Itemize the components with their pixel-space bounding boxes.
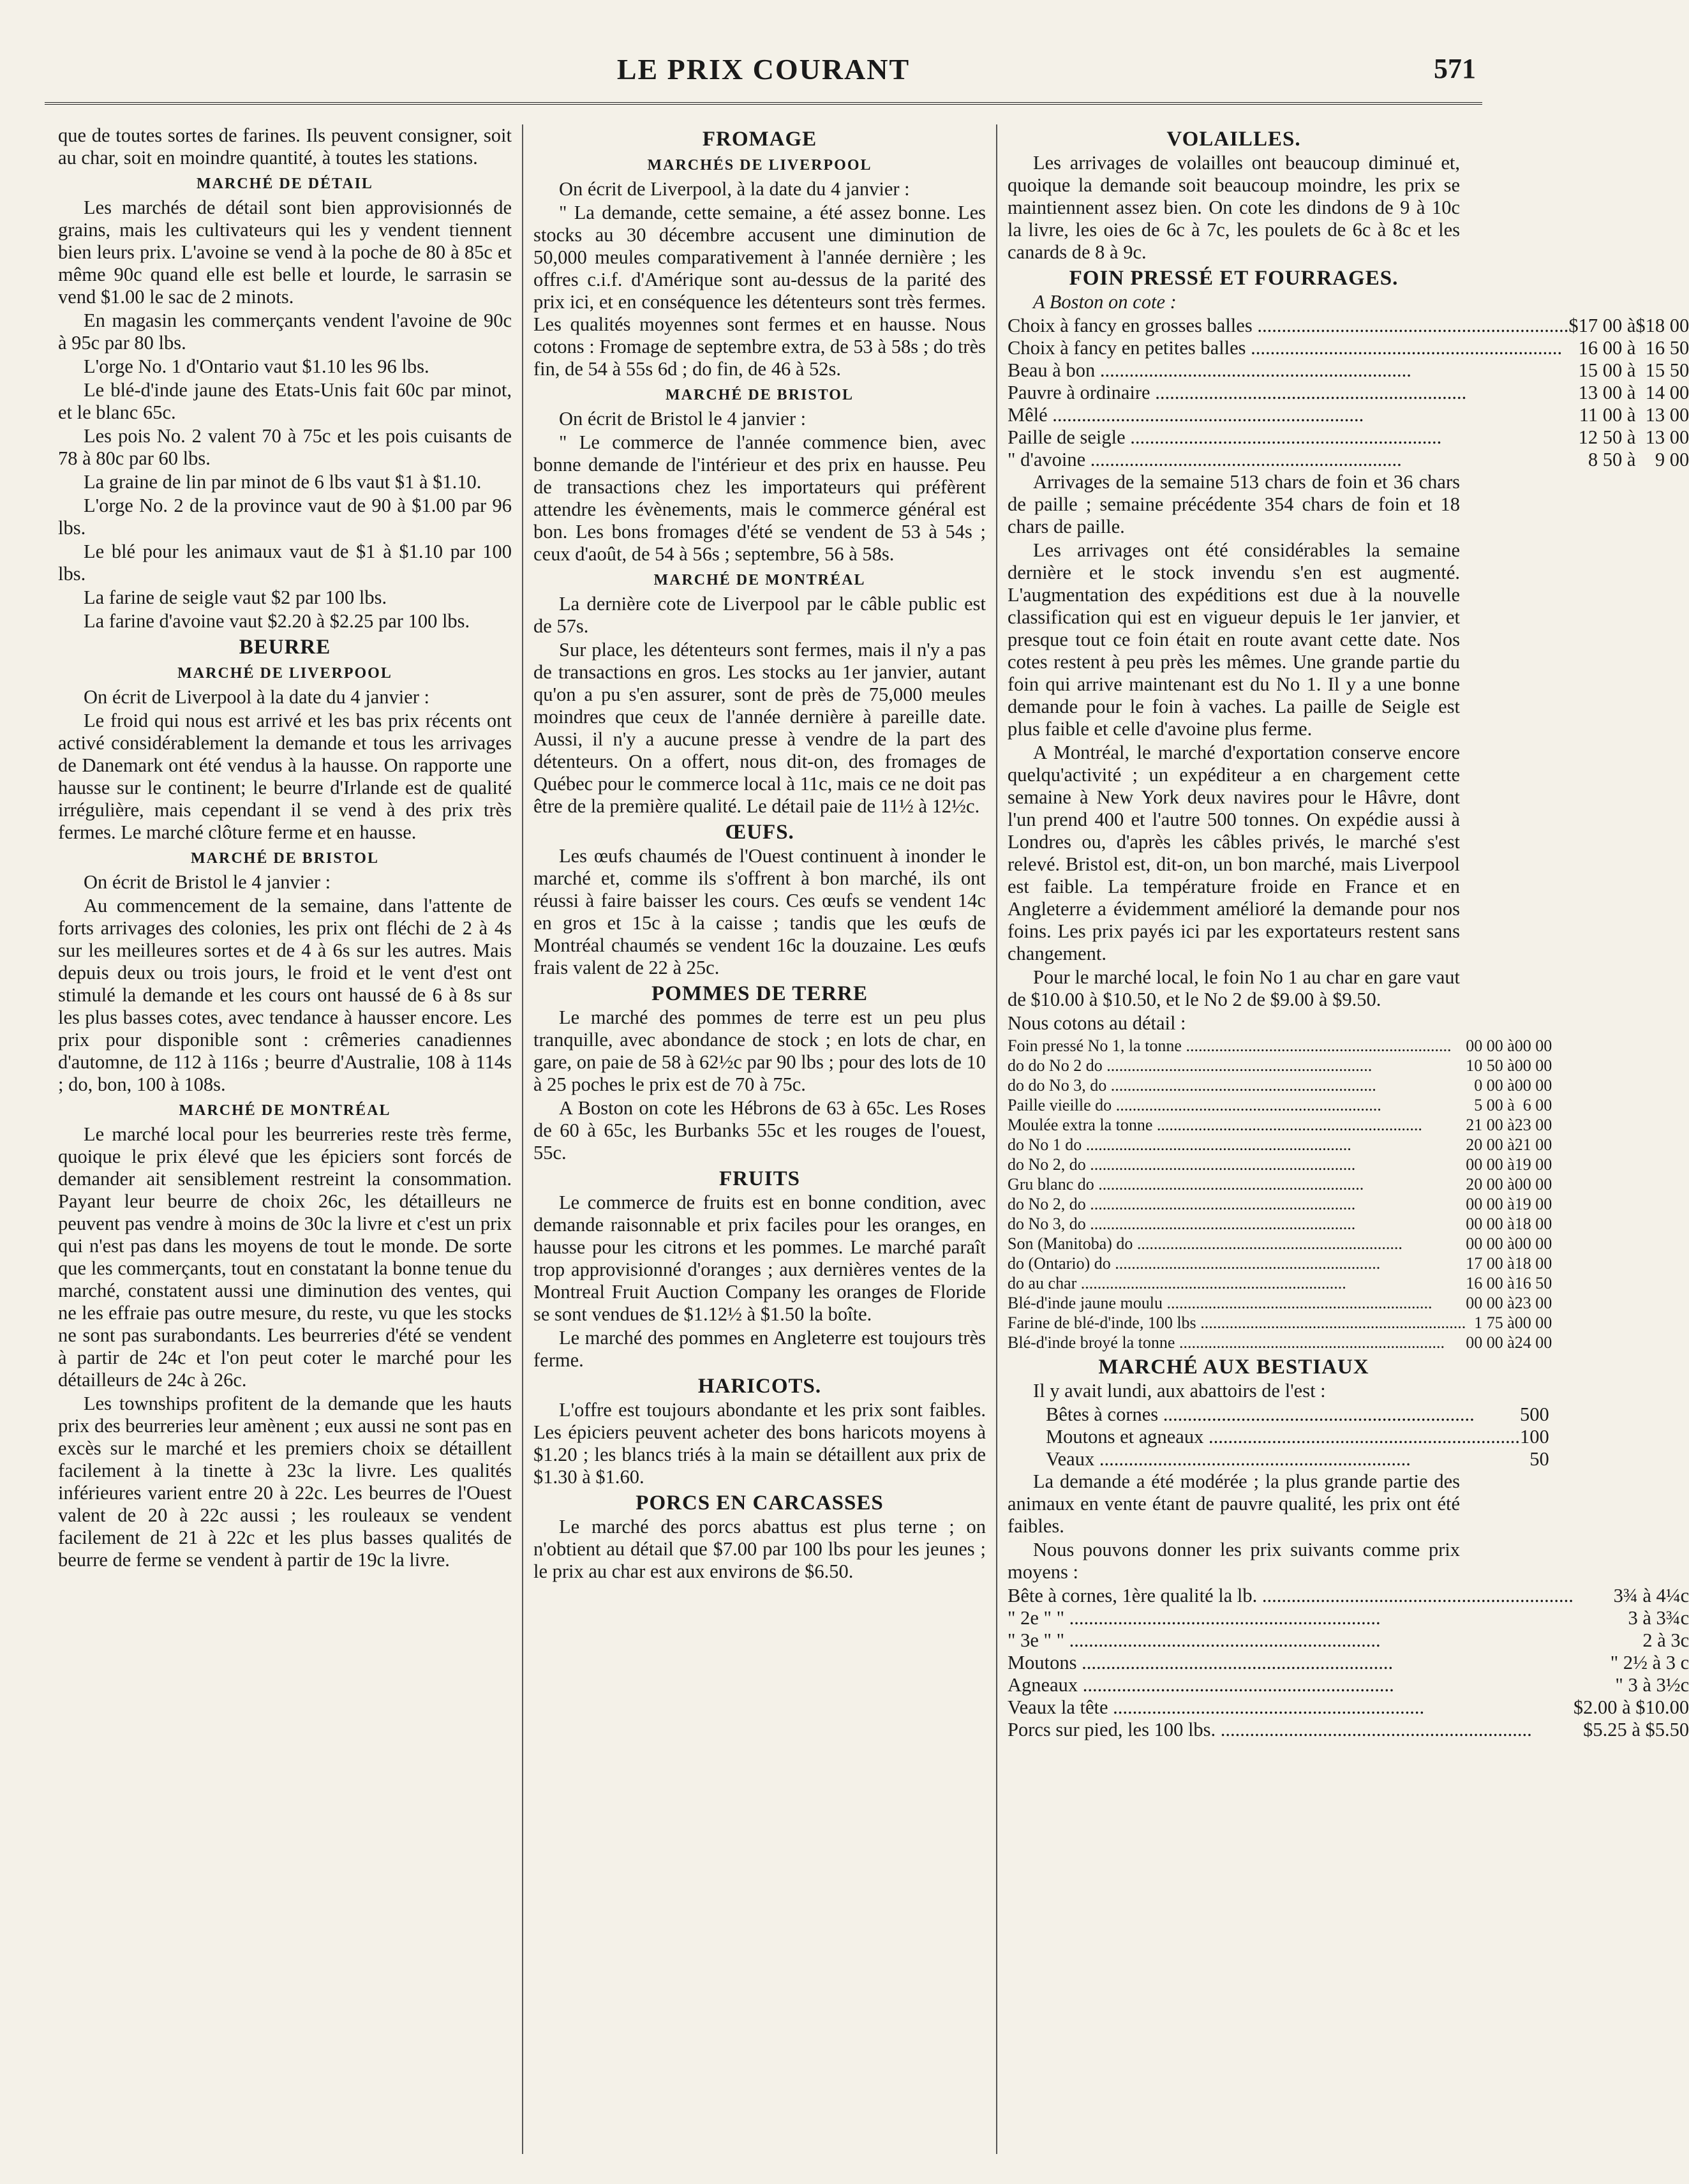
row-value: 9 00 (1655, 449, 1689, 470)
row-label: " 3e " " ..... (1008, 1629, 1381, 1651)
paragraph: Les marchés de détail sont bien approvisionnés de grains, mais les cultivateurs qui les y vendent tiennent bien leurs prix. L'avoine se vend à la poche de 80 à 85c et même 90c quand elle est belle et lourde, le sarrasin se vend $1.00 le sac de 2 minots. (58, 197, 512, 308)
paragraph: Les œufs chaumés de l'Ouest continuent à inonder le marché et, comme ils s'offrent à bon marché, ils ont réussi à faire baisser les cours. Ces œufs se vendent 14c en gros et 15c à la caisse ; tandis que les œufs de Montréal chaumés se vendent 16c la douzaine. Les œufs frais valent de 22 à 25c. (533, 845, 986, 978)
table-row (1008, 337, 1689, 359)
row-label: Paille de seigle ..... (1008, 426, 1441, 448)
paragraph: L'offre est toujours abondante et les prix sont faibles. Les épiciers peuvent acheter des bons haricots moyens à $1.20 ; les blancs triés à la main se détaillent aux prix de $1.30 à $1.60. (533, 1399, 986, 1488)
table-row (1008, 1095, 1552, 1115)
row-label-cell (1008, 1174, 1466, 1194)
row-label: do au char ..... (1008, 1274, 1346, 1292)
section-subheading: MARCHÉ DE DÉTAIL (197, 176, 373, 192)
table-row (1008, 1607, 1689, 1629)
row-value: 23 00 (1514, 1294, 1552, 1312)
row-label: Foin pressé No 1, la tonne ..... (1008, 1036, 1451, 1055)
row-label: Veaux ..... (1046, 1448, 1411, 1470)
paragraph: Le marché des pommes de terre est un peu plus tranquille, avec abondance de stock ; en lots de char, en gare, on paie de 58 à 62½c par 90 lbs ; pour des lots de 10 à 25 poches le prix est de 70 à 75c. (533, 1006, 986, 1095)
section-subheading: MARCHÉ DE BRISTOL (191, 850, 379, 867)
row-label: Beau à bon ..... (1008, 359, 1411, 381)
paragraph: Le marché local pour les beurreries reste très ferme, quoique le prix élevé que les épiciers sont forcés de demander ait sensiblement restreint la consommation. Payant leur beurre de choix 26c, les détailleurs ne peuvent pas vendre à moins de 30c la livre et c'est un prix qui n'est pas dans les moyens de tout le monde. De sorte que les commerçants, tout en constatant la bonne tenue du marché, constatent aussi une diminution des ventes, qui ne les effraie pas outre mesure, du reste, vu que les stocks ne sont pas surabondants. Les beurreries d'été se vendent à partir de 24c et l'on peut coter le marché pour les détailleurs de 24c à 26c. (58, 1123, 512, 1391)
row-label: do No 1 do ..... (1008, 1135, 1351, 1154)
row-label: Paille vieille do ..... (1008, 1096, 1381, 1114)
table-row (1008, 1234, 1552, 1253)
row-label: " 2e " " ..... (1008, 1607, 1381, 1629)
row-value: " 3 à 3½c (1615, 1674, 1689, 1696)
paragraph: La graine de lin par minot de 6 lbs vaut $1 à $1.10. (84, 471, 482, 493)
average-price-table (1008, 1585, 1689, 1741)
row-label: Moutons et agneaux ..... (1046, 1426, 1520, 1447)
row-label-cell (1008, 337, 1568, 359)
paragraph: La farine de seigle vaut $2 par 100 lbs. (84, 587, 387, 608)
columns (48, 124, 1689, 2154)
row-label: Son (Manitoba) do ..... (1008, 1234, 1403, 1253)
paragraph: A Montréal, le marché d'exportation conserve encore quelqu'activité ; un expéditeur a en chargement cette semaine à New York deux navires pour le Hâvre, dont l'un prend 400 et l'autre 500 tonnes. On expédie aussi à Londres ou, d'après les câbles privés, le marché s'est relevé. Bristol est, dit-on, un bon marché, mais Liverpool est faible. La température froide en France et en Angleterre a évidemment amélioré la demande pour nos foins. Les prix payés ici par les exportateurs restent sans changement. (1008, 742, 1460, 964)
row-value: 00 00 (1514, 1036, 1552, 1055)
row-value: 18 00 (1514, 1215, 1552, 1233)
row-label-cell (1008, 1674, 1574, 1696)
paragraph: La farine d'avoine vaut $2.20 à $2.25 par 100 lbs. (84, 610, 470, 632)
row-label-cell (1008, 1253, 1466, 1273)
row-value: 15 50 (1645, 359, 1689, 381)
paragraph: Pour le marché local, le foin No 1 au char en gare vaut de $10.00 à $10.50, et le No 2 de $9.00 à $9.50. (1008, 966, 1460, 1010)
paragraph: " La demande, cette semaine, a été assez bonne. Les stocks au 30 décembre accusent une diminution de 50,000 meules comparativement à l'année dernière ; les offres c.i.f. d'Amérique sont au-dessus de la parité des prix ici, et en conséquence les détenteurs sont très fermes. Les qualités moyennes sont fermes et en hausse. Nous cotons : Fromage de septembre extra, de 53 à 58s ; do très fin, de 54 à 55s 6d ; do fin, de 46 à 52s. (533, 202, 986, 380)
row-label: do do No 2 do ..... (1008, 1056, 1372, 1075)
paragraph: " Le commerce de l'année commence bien, avec bonne demande de l'intérieur et des prix en hausse. Peu de transactions chez les importateurs qui préfèrent attendre les évènements, mais le commerce général est bon. Les bons fromages d'été se vendent de 53 à 54s ; ceux d'août, de 54 à 56s ; septembre, 56 à 58s. (533, 431, 986, 565)
row-value: 00 00 à (1466, 1333, 1515, 1352)
section-heading: PORCS EN CARCASSES (636, 1492, 884, 1515)
paragraph: Nous cotons au détail : (1008, 1012, 1186, 1034)
row-value: 14 00 (1645, 382, 1689, 403)
row-label-cell (1008, 1629, 1574, 1652)
row-value: 2 à 3c (1642, 1629, 1689, 1651)
row-label-cell (1008, 1313, 1466, 1333)
paragraph: Nous pouvons donner les prix suivants comme prix moyens : (1008, 1539, 1460, 1583)
row-label-cell (1008, 1056, 1466, 1075)
row-label: do No 2, do ..... (1008, 1155, 1355, 1174)
row-label: Bête à cornes, 1ère qualité la lb. ..... (1008, 1585, 1574, 1606)
row-label-cell (1008, 449, 1568, 471)
row-label: Blé-d'inde jaune moulu ..... (1008, 1294, 1432, 1312)
row-label-cell (1008, 359, 1568, 382)
paragraph: Arrivages de la semaine 513 chars de foin et 36 chars de paille ; semaine précédente 354 chars de foin et 18 chars de paille. (1008, 471, 1460, 537)
row-label-cell (1008, 315, 1568, 337)
row-label-cell (1008, 1607, 1574, 1629)
paragraph: Il y avait lundi, aux abattoirs de l'est : (1033, 1380, 1326, 1402)
page-header (45, 45, 1482, 105)
table-row (1008, 1135, 1552, 1155)
row-label: Blé-d'inde broyé la tonne ..... (1008, 1333, 1445, 1352)
row-value: 00 00 (1514, 1076, 1552, 1095)
row-label-cell (1008, 1333, 1466, 1352)
table-row (1008, 1696, 1689, 1719)
table-row (1008, 404, 1689, 426)
row-label: Mêlé ..... (1008, 404, 1364, 426)
row-value: 00 00 à (1466, 1195, 1515, 1213)
table-row (1008, 1056, 1552, 1075)
row-label: Farine de blé-d'inde, 100 lbs ..... (1008, 1313, 1466, 1332)
table-row (1008, 315, 1689, 337)
row-value: 18 00 (1514, 1254, 1552, 1273)
table-row (1008, 449, 1689, 471)
row-value: 15 00 à (1578, 359, 1636, 381)
row-value: 00 00 à (1466, 1234, 1515, 1253)
row-value: 13 00 (1645, 404, 1689, 426)
row-label: " d'avoine ..... (1008, 449, 1402, 470)
detail-price-table (1008, 1036, 1552, 1352)
row-label-cell (1008, 1115, 1466, 1135)
row-label: Veaux la tête ..... (1008, 1696, 1424, 1718)
row-label: Agneaux ..... (1008, 1674, 1394, 1696)
paragraph: Les pois No. 2 valent 70 à 75c et les pois cuisants de 78 à 80c par 60 lbs. (58, 425, 512, 469)
table-row (1008, 1333, 1552, 1352)
paragraph: On écrit de Liverpool à la date du 4 janvier : (84, 686, 430, 708)
row-value: 00 00 à (1466, 1155, 1515, 1174)
table-row (1008, 1719, 1689, 1741)
row-value: 3¾ à 4¼c (1613, 1585, 1689, 1606)
row-label-cell (1046, 1403, 1520, 1426)
table-row (1008, 1629, 1689, 1652)
row-value: 0 00 à (1474, 1076, 1515, 1095)
section-subheading: MARCHÉ DE LIVERPOOL (177, 665, 392, 682)
table-row (1008, 1253, 1552, 1273)
row-label: do No 3, do ..... (1008, 1215, 1355, 1233)
row-label: do (Ontario) do ..... (1008, 1254, 1380, 1273)
row-label: Porcs sur pied, les 100 lbs. ..... (1008, 1719, 1532, 1740)
row-value: 00 00 (1514, 1175, 1552, 1193)
column-2 (522, 124, 996, 2154)
row-label-cell (1008, 1095, 1466, 1115)
paragraph: Le marché des pommes en Angleterre est toujours très ferme. (533, 1327, 986, 1371)
row-label-cell (1008, 426, 1568, 449)
row-label-cell (1008, 1273, 1466, 1293)
paragraph: Le commerce de fruits est en bonne condition, avec demande raisonnable et prix faciles pour les oranges, en hausse pour les citrons et les pommes. Le marché paraît trop approvisionné d'oranges ; aux dernières ventes de la Montreal Fruit Auction Company les oranges de Floride se sont vendues de $1.12½ à $1.50 la boîte. (533, 1192, 986, 1325)
paragraph: Le froid qui nous est arrivé et les bas prix récents ont activé considérablement la demande et tous les arrivages de Danemark ont été vendus à la hausse. On rapporte une hausse sur le continent; le beurre d'Irlande est de qualité irrégulière, mais cependant il se vend à des prix très fermes. Le marché clôture ferme et en hausse. (58, 710, 512, 843)
paragraph: que de toutes sortes de farines. Ils peuvent consigner, soit au char, soit en moindre quantité, à toutes les stations. (58, 124, 512, 168)
row-value: 00 00 (1514, 1056, 1552, 1075)
row-value: 1 75 à (1474, 1313, 1515, 1332)
paragraph: Au commencement de la semaine, dans l'attente de forts arrivages des colonies, les prix ont fléchi de 2 à 4s sur les meilleures sortes et de 4 à 6s sur les autres. Mais depuis deux ou trois jours, le froid et le vent d'est ont stimulé la demande et les cours ont haussé de 6 à 8s sur les plus basses cotes, avec tendance à hausser encore. Les prix pour disponible sont : crêmeries canadiennes d'automne, de 112 à 116s ; beurre d'Australie, 108 à 114s ; do, bon, 100 à 108s. (58, 895, 512, 1095)
table-row (1008, 426, 1689, 449)
paragraph: La dernière cote de Liverpool par le câble public est de 57s. (533, 593, 986, 637)
page-title: LE PRIX COURANT (616, 53, 911, 86)
row-label-cell (1046, 1426, 1520, 1448)
table-row (1008, 1214, 1552, 1234)
paragraph: Le blé-d'inde jaune des Etats-Unis fait 60c par minot, et le blanc 65c. (58, 379, 512, 423)
row-value: $2.00 à $10.00 (1573, 1696, 1689, 1718)
column-3 (996, 124, 1689, 2154)
row-value: 19 00 (1514, 1155, 1552, 1174)
row-label-cell (1008, 382, 1568, 404)
table-row (1008, 359, 1689, 382)
section-heading: HARICOTS. (697, 1375, 822, 1398)
table-row (1008, 1674, 1689, 1696)
table-row (1046, 1403, 1549, 1426)
row-value: 17 00 à (1466, 1254, 1515, 1273)
row-label-cell (1008, 1214, 1466, 1234)
paragraph: L'orge No. 1 d'Ontario vaut $1.10 les 96 lbs. (84, 355, 429, 377)
row-value: 24 00 (1514, 1333, 1552, 1352)
paragraph: Sur place, les détenteurs sont fermes, mais il n'y a pas de transactions en gros. Les stocks au 1er janvier, autant qu'on a pu s'en assurer, sont de près de 75,000 meules moindres que ceux de l'année dernière à pareille date. Aussi, il n'y a aucune presse à vendre de la part des détenteurs. On a offert, nous dit-on, des fromages de Québec pour le commerce local à 11c, mais ce ne doit pas être de la première qualité. Le détail paie de 11½ à 12½c. (533, 639, 986, 817)
paragraph: Le blé pour les animaux vaut de $1 à $1.10 par 100 lbs. (58, 541, 512, 585)
row-value: 12 50 à (1578, 426, 1636, 448)
row-label: Moulée extra la tonne ..... (1008, 1116, 1422, 1134)
paragraph: Les arrivages de volailles ont beaucoup diminué et, quoique la demande soit beaucoup moindre, les prix se maintiennent assez bien. On cote les dindons de 9 à 10c la livre, les oies de 6c à 7c, les poulets de 6c à 8c et les canards de 8 à 9c. (1008, 152, 1460, 263)
paragraph: A Boston on cote : (1033, 291, 1177, 313)
section-subheading: MARCHÉS DE LIVERPOOL (647, 157, 872, 174)
row-value: 16 50 (1645, 337, 1689, 359)
row-label: Bêtes à cornes ..... (1046, 1403, 1475, 1425)
page-number: 571 (1434, 53, 1476, 84)
paragraph: La demande a été modérée ; la plus grande partie des animaux en vente étant de pauvre qualité, les prix ont été faibles. (1008, 1470, 1460, 1537)
section-heading: ŒUFS. (725, 821, 794, 844)
paragraph: On écrit de Bristol le 4 janvier : (84, 871, 331, 893)
row-value: 00 00 à (1466, 1294, 1515, 1312)
paragraph: On écrit de Liverpool, à la date du 4 janvier : (559, 178, 910, 200)
row-label-cell (1008, 1155, 1466, 1174)
table-row (1008, 1293, 1552, 1313)
row-label-cell (1008, 1585, 1574, 1607)
row-value: 50 (1529, 1448, 1549, 1470)
row-label: Gru blanc do ..... (1008, 1175, 1364, 1193)
row-value: $18 00 (1635, 315, 1689, 336)
row-label-cell (1008, 1293, 1466, 1313)
paragraph: En magasin les commerçants vendent l'avoine de 90c à 95c par 80 lbs. (58, 310, 512, 354)
row-value: 00 00 (1514, 1313, 1552, 1332)
row-value: 13 00 à (1578, 382, 1636, 403)
table-row (1008, 1194, 1552, 1214)
boston-price-table (1008, 315, 1689, 471)
row-label-cell (1008, 1075, 1466, 1095)
row-label: do No 2, do ..... (1008, 1195, 1355, 1213)
row-value: 16 00 à (1466, 1274, 1515, 1292)
section-heading: FROMAGE (702, 128, 817, 151)
row-label-cell (1008, 1135, 1466, 1155)
abattoirs-table (1046, 1403, 1549, 1470)
section-heading: MARCHÉ AUX BESTIAUX (1098, 1356, 1369, 1379)
table-row (1008, 1174, 1552, 1194)
column-1 (48, 124, 522, 2154)
row-value: $17 00 à (1568, 315, 1636, 336)
section-heading: VOLAILLES. (1166, 128, 1301, 151)
row-value: 23 00 (1514, 1116, 1552, 1134)
row-label: Choix à fancy en grosses balles ..... (1008, 315, 1568, 336)
table-row (1008, 1075, 1552, 1095)
row-value: 00 00 à (1466, 1036, 1515, 1055)
row-value: 16 00 à (1578, 337, 1636, 359)
section-subheading: MARCHÉ DE MONTRÉAL (653, 572, 866, 588)
row-label-cell (1008, 1719, 1574, 1741)
paragraph: Le marché des porcs abattus est plus terne ; on n'obtient au détail que $7.00 par 100 lbs pour les jeunes ; le prix au char est aux environs de $6.50. (533, 1516, 986, 1582)
section-heading: FOIN PRESSÉ ET FOURRAGES. (1069, 267, 1399, 290)
row-label: Moutons ..... (1008, 1652, 1393, 1673)
paragraph: L'orge No. 2 de la province vaut de 90 à $1.00 par 96 lbs. (58, 495, 512, 539)
row-value: 13 00 (1645, 426, 1689, 448)
table-row (1008, 382, 1689, 404)
row-label: do do No 3, do ..... (1008, 1076, 1376, 1095)
paragraph: Les townships profitent de la demande que les hauts prix des beurreries leur amènent ; eux aussi ne sont pas en excès sur le marché et les premiers choix se détaillent facilement à la tinette à 23c la livre. Les qualités inférieures varient entre 20 à 22c. Les beurres de l'Ouest valent de 20 à 22c aussi ; les rouleaux se vendent facilement de 21 à 22c et les plus basses qualités de beurre de ferme se vendent à partir de 19c la livre. (58, 1393, 512, 1571)
row-value: 6 00 (1522, 1096, 1552, 1114)
section-heading: BEURRE (239, 636, 331, 659)
row-label-cell (1008, 1036, 1466, 1056)
table-row (1008, 1155, 1552, 1174)
row-label-cell (1046, 1448, 1520, 1470)
table-row (1008, 1115, 1552, 1135)
section-heading: FRUITS (718, 1167, 801, 1190)
section-subheading: MARCHÉ DE BRISTOL (666, 387, 854, 403)
section-subheading: MARCHÉ DE MONTRÉAL (179, 1102, 391, 1119)
row-value: 00 00 (1514, 1234, 1552, 1253)
paragraph: On écrit de Bristol le 4 janvier : (559, 408, 807, 430)
row-label: Pauvre à ordinaire ..... (1008, 382, 1466, 403)
table-row (1008, 1313, 1552, 1333)
table-row (1008, 1585, 1689, 1607)
row-value: 21 00 à (1466, 1116, 1515, 1134)
row-value: 500 (1519, 1403, 1549, 1425)
table-row (1008, 1273, 1552, 1293)
row-value: 16 50 (1514, 1274, 1552, 1292)
row-value: " 2½ à 3 c (1610, 1652, 1689, 1673)
row-value: 10 50 à (1466, 1056, 1515, 1075)
row-label-cell (1008, 1194, 1466, 1214)
table-row (1008, 1652, 1689, 1674)
row-value: $5.25 à $5.50 (1583, 1719, 1689, 1740)
row-label-cell (1008, 1696, 1574, 1719)
paragraph: A Boston on cote les Hébrons de 63 à 65c. Les Roses de 60 à 65c, les Burbanks 55c et les rouges de l'ouest, 55c. (533, 1097, 986, 1163)
paragraph: Les arrivages ont été considérables la semaine dernière et le stock invendu s'en est augmenté. L'augmentation des expéditions est due à la nouvelle classification qui est en vigueur depuis le 1er janvier, et presque tout ce foin était en route avant cette date. Nos cotes restent à peu près les mêmes. Une grande partie du foin qui arrive maintenant est du No 1. Il y a une bonne demande pour le foin à vaches. La paille de Seigle est plus faible et celle d'avoine plus ferme. (1008, 539, 1460, 740)
row-value: 00 00 à (1466, 1215, 1515, 1233)
row-value: 20 00 à (1466, 1175, 1515, 1193)
row-value: 21 00 (1514, 1135, 1552, 1154)
row-value: 19 00 (1514, 1195, 1552, 1213)
table-row (1008, 1036, 1552, 1056)
table-row (1046, 1448, 1549, 1470)
row-value: 20 00 à (1466, 1135, 1515, 1154)
row-value: 3 à 3¾c (1628, 1607, 1689, 1629)
row-value: 5 00 à (1474, 1096, 1515, 1114)
row-label: Choix à fancy en petites balles ..... (1008, 337, 1562, 359)
row-value: 8 50 à (1588, 449, 1636, 470)
row-label-cell (1008, 1652, 1574, 1674)
section-heading: POMMES DE TERRE (651, 982, 868, 1005)
row-value: 11 00 à (1579, 404, 1636, 426)
row-value: 100 (1519, 1426, 1549, 1447)
row-label-cell (1008, 404, 1568, 426)
table-row (1046, 1426, 1549, 1448)
row-label-cell (1008, 1234, 1466, 1253)
